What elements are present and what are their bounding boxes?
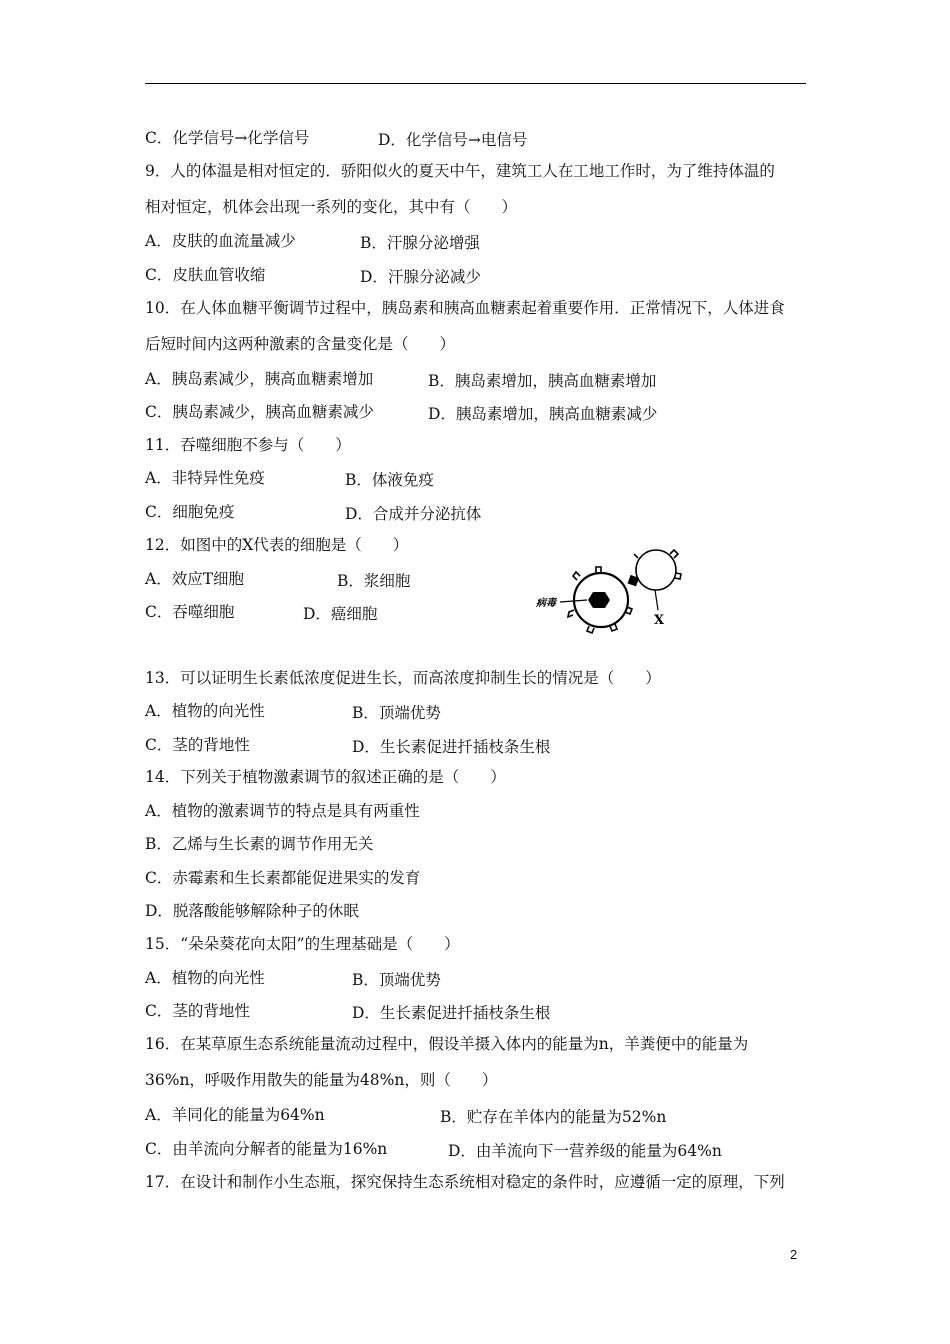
q9-stem-line1: 9．人的体温是相对恒定的．骄阳似火的夏天中午，建筑工人在工地工作时，为了维持体温的 xyxy=(145,162,775,180)
q16-option-a: A．羊同化的能量为64%n xyxy=(145,1106,325,1124)
x-pointer-line xyxy=(655,590,658,610)
q12-option-c: C．吞噬细胞 xyxy=(145,603,235,621)
q10-stem-line1: 10．在人体血糖平衡调节过程中，胰岛素和胰高血糖素起着重要作用．正常情况下，人体进食 xyxy=(145,299,785,317)
q14-option-c: C．赤霉素和生长素都能促进果实的发育 xyxy=(145,869,421,887)
q15-option-b: B．顶端优势 xyxy=(352,971,441,989)
q10-option-a: A．胰岛素减少，胰高血糖素增加 xyxy=(145,370,374,388)
q14-option-b: B．乙烯与生长素的调节作用无关 xyxy=(145,835,374,853)
q10-option-c: C．胰岛素减少，胰高血糖素减少 xyxy=(145,403,374,421)
q11-option-a: A．非特异性免疫 xyxy=(145,469,265,487)
q10-option-d: D．胰岛素增加，胰高血糖素减少 xyxy=(428,405,658,423)
virus-particle xyxy=(588,592,610,608)
q16-option-b: B．贮存在羊体内的能量为52%n xyxy=(440,1108,667,1126)
q13-option-a: A．植物的向光性 xyxy=(145,702,265,720)
q15-option-c: C．茎的背地性 xyxy=(145,1002,250,1020)
q14-stem: 14．下列关于植物激素调节的叙述正确的是（ ） xyxy=(145,768,506,786)
q16-option-c: C．由羊流向分解者的能量为16%n xyxy=(145,1140,388,1158)
q17-stem-line1: 17．在设计和制作小生态瓶，探究保持生态系统相对稳定的条件时，应遵循一定的原理，下列 xyxy=(145,1173,785,1191)
q12-option-d: D．癌细胞 xyxy=(303,605,378,623)
virus-label: 病毒 xyxy=(536,598,556,609)
page-number: 2 xyxy=(790,1247,798,1262)
q11-option-d: D．合成并分泌抗体 xyxy=(345,505,482,523)
q15-option-d: D．生长素促进扦插枝条生根 xyxy=(352,1004,551,1022)
q8-option-d: D．化学信号→电信号 xyxy=(378,131,528,149)
q9-option-b: B．汗腺分泌增强 xyxy=(360,234,480,252)
q12-stem: 12．如图中的X代表的细胞是（ ） xyxy=(145,536,409,554)
q12-option-b: B．浆细胞 xyxy=(337,572,411,590)
q11-stem: 11．吞噬细胞不参与（ ） xyxy=(145,436,351,454)
q14-option-a: A．植物的激素调节的特点是具有两重性 xyxy=(145,802,420,820)
q13-option-d: D．生长素促进扦插枝条生根 xyxy=(352,738,551,756)
q11-option-c: C．细胞免疫 xyxy=(145,503,235,521)
q14-option-d: D．脱落酸能够解除种子的休眠 xyxy=(145,902,359,920)
q15-option-a: A．植物的向光性 xyxy=(145,969,265,987)
q9-stem-line2: 相对恒定，机体会出现一系列的变化，其中有（ ） xyxy=(145,198,518,216)
x-label: X xyxy=(654,613,665,628)
q8-option-c: C．化学信号→化学信号 xyxy=(145,129,310,147)
q16-option-d: D．由羊流向下一营养级的能量为64%n xyxy=(448,1142,722,1160)
q13-option-b: B．顶端优势 xyxy=(352,704,441,722)
cell-diagram xyxy=(530,540,690,640)
q9-option-d: D．汗腺分泌减少 xyxy=(360,268,481,286)
q13-option-c: C．茎的背地性 xyxy=(145,736,250,754)
q11-option-b: B．体液免疫 xyxy=(345,471,434,489)
q16-stem-line1: 16．在某草原生态系统能量流动过程中，假设羊摄入体内的能量为n，羊粪便中的能量为 xyxy=(145,1035,749,1053)
q10-stem-line2: 后短时间内这两种激素的含量变化是（ ） xyxy=(145,335,456,353)
x-cell xyxy=(636,550,676,590)
q9-option-a: A．皮肤的血流量减少 xyxy=(145,232,296,250)
q13-stem: 13．可以证明生长素低浓度促进生长，而高浓度抑制生长的情况是（ ） xyxy=(145,669,661,687)
q15-stem: 15．“朵朵葵花向太阳”的生理基础是（ ） xyxy=(145,935,460,953)
q9-option-c: C．皮肤血管收缩 xyxy=(145,266,266,284)
x-cell-receptors xyxy=(634,550,681,579)
header-rule xyxy=(145,83,806,84)
q12-option-a: A．效应T细胞 xyxy=(145,570,245,588)
q10-option-b: B．胰岛素增加，胰高血糖素增加 xyxy=(428,372,657,390)
q16-stem-line2: 36%n，呼吸作用散失的能量为48%n，则（ ） xyxy=(145,1071,498,1089)
